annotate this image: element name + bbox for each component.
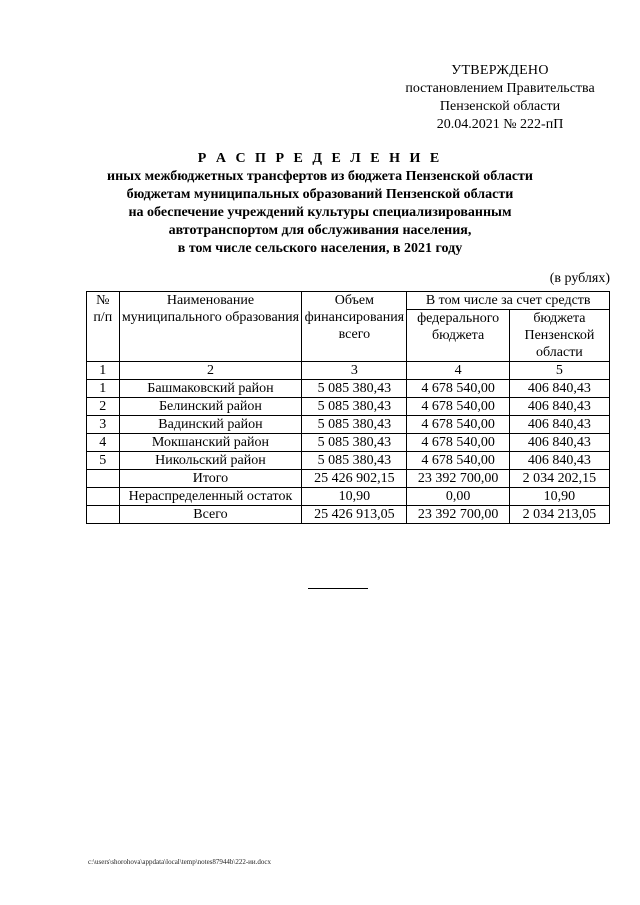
column-number: 1 [87,362,120,380]
table-row [87,416,610,434]
row-regional: 406 840,43 [509,380,609,398]
row-federal: 4 678 540,00 [407,434,509,452]
column-number: 4 [407,362,509,380]
row-total: 5 085 380,43 [302,416,407,434]
unallocated-total: 10,90 [302,488,407,506]
column-number: 3 [302,362,407,380]
approval-title: УТВЕРЖДЕНО [451,63,549,78]
unallocated-label: Нераспределенный остаток [119,488,302,506]
row-name: Никольский район [119,452,302,470]
row-name: Мокшанский район [119,434,302,452]
heading-line-3: на обеспечение учреждений культуры специализированным [128,205,512,220]
row-total: 5 085 380,43 [302,452,407,470]
subtotal-row [87,470,610,488]
row-federal: 4 678 540,00 [407,452,509,470]
footer-file-path: c:\users\shorohova\appdata\local\temp\notes87944b\222-ии.docx [88,858,272,866]
grand-total-total: 25 426 913,05 [302,506,407,524]
table-row [87,452,610,470]
row-regional: 406 840,43 [509,416,609,434]
heading-line-5: в том числе сельского населения, в 2021 году [177,241,463,256]
subtotal-num [87,470,120,488]
header-federal: федерального бюджета [407,310,509,362]
row-num: 4 [87,434,120,452]
row-total: 5 085 380,43 [302,380,407,398]
unallocated-num [87,488,120,506]
row-regional: 406 840,43 [509,434,609,452]
row-total: 5 085 380,43 [302,434,407,452]
heading-line-4: автотранспортом для обслуживания населения, [168,223,472,238]
approval-block [380,62,620,134]
distribution-table [86,291,610,524]
row-name: Вадинский район [119,416,302,434]
unallocated-row [87,488,610,506]
closing-divider [308,588,368,589]
row-num: 1 [87,380,120,398]
row-regional: 406 840,43 [509,452,609,470]
row-total: 5 085 380,43 [302,398,407,416]
subtotal-regional: 2 034 202,15 [509,470,609,488]
header-including: В том числе за счет средств [407,292,610,310]
grand-total-label: Всего [119,506,302,524]
grand-total-row [87,506,610,524]
row-name: Белинский район [119,398,302,416]
unit-note: (в рублях) [549,271,610,286]
table-row [87,434,610,452]
row-num: 3 [87,416,120,434]
unallocated-federal: 0,00 [407,488,509,506]
header-total: Объем финансирования всего [302,292,407,362]
column-number: 2 [119,362,302,380]
subtotal-federal: 23 392 700,00 [407,470,509,488]
row-federal: 4 678 540,00 [407,380,509,398]
grand-total-regional: 2 034 213,05 [509,506,609,524]
heading-line-1: иных межбюджетных трансфертов из бюджета Пензенской области [107,169,533,184]
row-num: 5 [87,452,120,470]
approval-line-date-number: 20.04.2021 № 222-пП [436,117,564,132]
heading-line-2: бюджетам муниципальных образований Пензенской области [126,187,514,202]
table-row [87,380,610,398]
approval-line-region: Пензенской области [439,99,561,114]
document-title: Р А С П Р Е Д Е Л Е Н И Е [197,151,443,166]
header-name: Наименование муниципального образования [119,292,302,362]
row-federal: 4 678 540,00 [407,416,509,434]
header-num: № п/п [87,292,120,362]
table-header-row [87,292,610,310]
grand-total-num [87,506,120,524]
table-row [87,398,610,416]
column-number-row [87,362,610,380]
row-federal: 4 678 540,00 [407,398,509,416]
approval-line-resolution: постановлением Правительства [405,81,595,96]
row-name: Башмаковский район [119,380,302,398]
row-num: 2 [87,398,120,416]
header-regional: бюджета Пензенской области [509,310,609,362]
column-number: 5 [509,362,609,380]
row-regional: 406 840,43 [509,398,609,416]
grand-total-federal: 23 392 700,00 [407,506,509,524]
subtotal-label: Итого [119,470,302,488]
subtotal-total: 25 426 902,15 [302,470,407,488]
document-heading [60,150,580,258]
unallocated-regional: 10,90 [509,488,609,506]
